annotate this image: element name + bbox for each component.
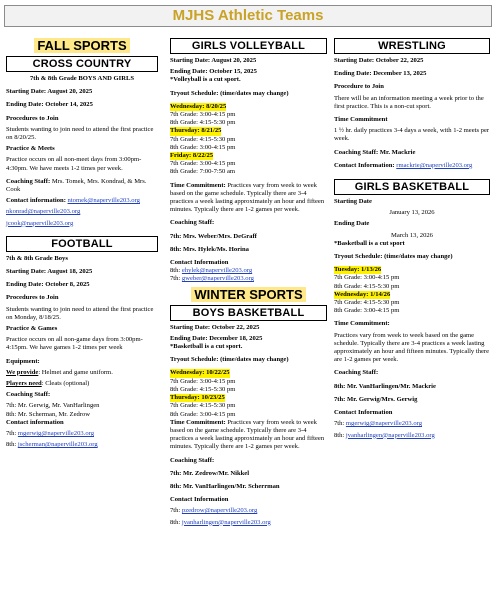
contact-link[interactable]: nkonrad@naperville203.org	[6, 208, 81, 216]
contact-link[interactable]: ehylek@naperville203.org	[181, 267, 253, 275]
football-grade: 7th & 8th Grade Boys	[6, 254, 68, 262]
volleyball-staff-label: Coaching Staff:	[170, 219, 215, 227]
cross-country-procedures-text: Students wanting to join need to attend the first practice on 8/20/25.	[6, 125, 154, 142]
football-practice-label: Practice & Games	[6, 325, 58, 333]
boys-basketball-commitment: Time Commitment: Practices vary from week to week based on the game schedule. Typically there are 3-4 practices a week lasting approximately an hour and fifteen minutes. Typically there are 1-2 games per week.	[170, 418, 325, 451]
volleyball-start: Starting Date: August 20, 2025	[170, 57, 257, 64]
football-contact-label: Contact information	[6, 418, 64, 426]
column-left: FALL SPORTS CROSS COUNTRY 7th & 8th Grade BOYS AND GIRLS Starting Date: August 20, 2025 Ending Date: October 14, 2025 Procedures to Join Students wanting to join need to attend the first practice on 8/20/25. Practice & Meets Practice occurs on all non-meet days from 3:00pm-4:30pm. We have meets 1-2 times per week. Coaching Staff: Mrs. Tomek, Mrs. Kondrad, & Mrs. Cook Contact information: ntomek@naperville203.org nkonrad@naperville203.org jcook@naperville203.org FOOTBALL 7th & 8th Grade Boys Starting Date: August 18, 2025 Ending Date: October 8, 2025 Procedures to Join Students wanting to join need to attend the first practice on Monday, 8/18/25. Practice & Games Practice occurs on all non-game days from 3:00pm-4:15pm. We have games 1-2 times per week Equipment: We provide: Helmet and game uniform. Players need: Cleats (optional) Coaching Staff: 7th: Mr. Gerwig, Mr. VanHarlingen 8th: Mr. Scherman, Mr. Zedrow Contact information 7th: mgerwig@naperville203.org 8th: jscherman@naperville203.org	[6, 38, 158, 450]
volleyball-commitment: Time Commitment: Practices vary from week to week based on the game schedule. Typically there are 3-4 practices a week lasting approximately an hour and fifteen minutes. Typically there are 1-2 games per week.	[170, 181, 325, 214]
contact-link[interactable]: mgerwig@naperville203.org	[345, 420, 422, 428]
girls-basketball-commitment-label: Time Commitment:	[334, 320, 390, 328]
cross-country-end: Ending Date: October 14, 2025	[6, 101, 93, 109]
boys-basketball-day1-7: 7th Grade: 3:00-4:15 pm	[170, 377, 236, 385]
wrestling-end: Ending Date: December 13, 2025	[334, 70, 427, 78]
boys-basketball-staff-7: 7th: Mr. Zedrow/Mr. Nikkel	[170, 469, 250, 477]
wrestling-title: WRESTLING	[334, 38, 490, 54]
football-end: Ending Date: October 8, 2025	[6, 281, 90, 289]
contact-link[interactable]: jvanharlingen@naperville203.org	[181, 518, 271, 526]
wrestling-procedure-label: Procedure to Join	[334, 83, 384, 91]
cross-country-contact: Contact information: ntomek@naperville203.org	[6, 197, 140, 205]
girls-basketball-day2: Wednesday: 1/14/26	[334, 290, 391, 298]
volleyball-contact-label: Contact Information	[170, 259, 229, 267]
girls-basketball-day1-8: 8th Grade: 4:15-5:30 pm	[334, 282, 400, 290]
volleyball-title: GIRLS VOLLEYBALL	[170, 38, 327, 54]
contact-link[interactable]: jcook@naperville203.org	[6, 219, 74, 227]
football-equipment-label: Equipment:	[6, 357, 40, 365]
cross-country-start: Starting Date: August 20, 2025	[6, 88, 93, 96]
cross-country-practice-text: Practice occurs on all non-meet days from 3:00pm-4:30pm. We have meets 1-2 times per week.	[6, 156, 142, 172]
contact-link[interactable]: gweber@naperville203.org	[181, 275, 254, 283]
boys-basketball-tryout-label: Tryout Schedule: (time/dates may change)	[170, 356, 289, 364]
boys-basketball-start: Starting Date: October 22, 2025	[170, 323, 260, 331]
football-staff-label: Coaching Staff:	[6, 391, 51, 399]
cross-country-staff: Coaching Staff: Mrs. Tomek, Mrs. Kondrad, & Mrs. Cook	[6, 177, 147, 194]
boys-basketball-staff-label: Coaching Staff:	[170, 456, 215, 464]
boys-basketball-day2-8: 8th Grade: 3:00-4:15 pm	[170, 410, 236, 418]
football-players-need: Players need: Cleats (optional)	[6, 380, 90, 388]
volleyball-day1-8: 8th Grade: 4:15-5:30 pm	[170, 119, 236, 127]
football-procedures-text: Students wanting to join need to attend the first practice on Monday, 8/18/25.	[6, 305, 154, 321]
wrestling-start: Starting Date: October 22, 2025	[334, 57, 424, 64]
volleyball-day3: Friday: 8/22/25	[170, 152, 214, 160]
volleyball-day1-7: 7th Grade: 3:00-4:15 pm	[170, 111, 236, 119]
contact-link[interactable]: jscherman@naperville203.org	[17, 441, 98, 449]
girls-basketball-staff-label: Coaching Staff:	[334, 369, 379, 377]
girls-basketball-day2-7: 7th Grade: 4:15-5:30 pm	[334, 299, 400, 307]
football-start: Starting Date: August 18, 2025	[6, 268, 93, 276]
football-we-provide: We provide: Helmet and game uniform.	[6, 368, 113, 376]
wrestling-contact: Contact Information: rmackrie@naperville203.org	[334, 161, 473, 169]
girls-basketball-day1-7: 7th Grade: 3:00-4:15 pm	[334, 274, 400, 282]
girls-basketball-tryout-label: Tryout Schedule: (time/dates may change)	[334, 253, 453, 261]
girls-basketball-cut: *Basketball is a cut sport	[334, 239, 405, 247]
girls-basketball-end-label: Ending Date	[334, 220, 370, 228]
girls-basketball-end-date: March 13, 2026	[391, 231, 433, 239]
boys-basketball-day1: Wednesday: 10/22/25	[170, 369, 230, 377]
football-procedures-label: Procedures to Join	[6, 294, 59, 302]
cross-country-practice-label: Practice & Meets	[6, 145, 55, 153]
volleyball-day3-8: 8th Grade: 7:00-7:50 am	[170, 168, 236, 176]
girls-basketball-staff-7: 7th: Mr. Gerwig/Mrs. Gerwig	[334, 395, 418, 403]
girls-basketball-commitment-text: Practices vary from week to week based on the game schedule. Typically there are 3-4 practices a week lasting approximately an hour and fifteen minutes. Typically there are 1-2 games per week.	[334, 331, 490, 364]
boys-basketball-end: Ending Date: December 18, 2025	[170, 334, 263, 342]
volleyball-day2: Thursday: 8/21/25	[170, 127, 222, 135]
contact-link[interactable]: jvanharlingen@naperville203.org	[345, 431, 435, 439]
volleyball-day2-8: 8th Grade: 3:00-4:15 pm	[170, 143, 236, 151]
cross-country-procedures-label: Procedures to Join	[6, 114, 59, 122]
boys-basketball-staff-8: 8th: Mr. VanHarlingen/Mr. Scherrman	[170, 482, 280, 490]
volleyball-end: Ending Date: October 15, 2025	[170, 68, 257, 76]
boys-basketball-day2-7: 7th Grade: 4:15-5:30 pm	[170, 402, 236, 410]
girls-basketball-staff-8: 8th: Mr. VanHarlingen/Mr. Mackrie	[334, 382, 436, 390]
volleyball-cut: *Volleyball is a cut sport.	[170, 76, 241, 84]
cross-country-title: CROSS COUNTRY	[6, 56, 158, 72]
boys-basketball-contact-label: Contact Information	[170, 496, 229, 504]
boys-basketball-day1-8: 8th Grade: 4:15-5:30 pm	[170, 385, 236, 393]
contact-link[interactable]: pzedrow@naperville203.org	[181, 507, 258, 515]
volleyball-day1: Wednesday: 8/20/25	[170, 102, 227, 110]
girls-basketball-day1: Tuesday: 1/13/26	[334, 266, 382, 274]
wrestling-procedure-text: There will be an information meeting a week prior to the first practice. This is a non-cut sport.	[334, 94, 484, 110]
page-banner: MJHS Athletic Teams	[4, 5, 492, 27]
wrestling-commitment-text: 1 ½ hr. daily practices 3-4 days a week, with 1-2 meets per week.	[334, 127, 490, 143]
football-title: FOOTBALL	[6, 236, 158, 252]
boys-basketball-title: BOYS BASKETBALL	[170, 305, 327, 321]
contact-link[interactable]: ntomek@naperville203.org	[67, 197, 140, 205]
volleyball-staff-7: 7th: Mrs. Weber/Mrs. DeGraff	[170, 232, 257, 240]
winter-sports-heading: WINTER SPORTS	[170, 287, 327, 302]
girls-basketball-contact-label: Contact Information	[334, 409, 393, 417]
column-right: WRESTLING Starting Date: October 22, 2025 Ending Date: December 13, 2025 Procedure to Join There will be an information meeting a week prior to the first practice. This is a non-cut sport. Time Commitment 1 ½ hr. daily practices 3-4 days a week, with 1-2 meets per week. Coaching Staff: Mr. Mackrie Contact Information: rmackrie@naperville203.org GIRLS BASKETBALL Starting Date January 13, 2026 Ending Date March 13, 2026 *Basketball is a cut sport Tryout Schedule: (time/dates may change) Tuesday: 1/13/26 7th Grade: 3:00-4:15 pm 8th Grade: 4:15-5:30 pm Wednesday: 1/14/26 7th Grade: 4:15-5:30 pm 8th Grade: 3:00-4:15 pm Time Commitment: Practices vary from week to week based on the game schedule. Typically there are 3-4 practices a week lasting approximately an hour and fifteen minutes. Typically there are 1-2 games per week. Coaching Staff: 8th: Mr. VanHarlingen/Mr. Mackrie 7th: Mr. Gerwig/Mrs. Gerwig Contact Information 7th: mgerwig@naperville203.org 8th: jvanharlingen@naperville203.org	[334, 40, 490, 439]
volleyball-day2-7: 7th Grade: 4:15-5:30 pm	[170, 135, 236, 143]
girls-basketball-day2-8: 8th Grade: 3:00-4:15 pm	[334, 307, 400, 315]
column-middle: GIRLS VOLLEYBALL Starting Date: August 20, 2025 Ending Date: October 15, 2025 *Volleyball is a cut sport. Tryout Schedule: (time/dates may change) Wednesday: 8/20/25 7th Grade: 3:00-4:15 pm 8th Grade: 4:15-5:30 pm Thursday: 8/21/25 7th Grade: 4:15-5:30 pm 8th Grade: 3:00-4:15 pm Friday: 8/22/25 7th Grade: 3:00-4:15 pm 8th Grade: 7:00-7:50 am Time Commitment: Practices vary from week to week based on the game schedule. Typically there are 3-4 practices a week lasting approximately an hour and fifteen minutes. Typically there are 1-2 games per week. Coaching Staff: 7th: Mrs. Weber/Mrs. DeGraff 8th: Mrs. Hylek/Ms. Horina Contact Information 8th: ehylek@naperville203.org 7th: gweber@naperville203.org WINTER SPORTS BOYS BASKETBALL Starting Date: October 22, 2025 Ending Date: December 18, 2025 *Basketball is a cut sport. Tryout Schedule: (time/dates may change) Wednesday: 10/22/25 7th Grade: 3:00-4:15 pm 8th Grade: 4:15-5:30 pm Thursday: 10/23/25 7th Grade: 4:15-5:30 pm 8th Grade: 3:00-4:15 pm Time Commitment: Practices vary from week to week based on the game schedule. Typically there are 3-4 practices a week lasting approximately an hour and fifteen minutes. Typically there are 1-2 games per week. Coaching Staff: 7th: Mr. Zedrow/Mr. Nikkel 8th: Mr. VanHarlingen/Mr. Scherrman Contact Information 7th: pzedrow@naperville203.org 8th: jvanharlingen@naperville203.org	[170, 38, 327, 527]
football-staff-7: 7th: Mr. Gerwig, Mr. VanHarlingen	[6, 402, 100, 410]
contact-link[interactable]: rmackrie@naperville203.org	[396, 161, 473, 169]
contact-link[interactable]: mgerwig@naperville203.org	[17, 430, 94, 438]
girls-basketball-start-date: January 13, 2026	[389, 209, 435, 217]
boys-basketball-day2: Thursday: 10/23/25	[170, 394, 225, 402]
girls-basketball-title: GIRLS BASKETBALL	[334, 179, 490, 195]
boys-basketball-cut: *Basketball is a cut sport.	[170, 343, 243, 351]
wrestling-staff: Coaching Staff: Mr. Mackrie	[334, 148, 416, 156]
fall-sports-heading: FALL SPORTS	[6, 38, 158, 53]
volleyball-day3-7: 7th Grade: 3:00-4:15 pm	[170, 160, 236, 168]
football-staff-8: 8th: Mr. Scherman, Mr. Zedrow	[6, 410, 91, 418]
cross-country-grade: 7th & 8th Grade BOYS AND GIRLS	[29, 75, 135, 82]
football-practice-text: Practice occurs on all non-game days from 3:00pm-4:15pm. We have games 1-2 times per week	[6, 336, 143, 352]
girls-basketball-start-label: Starting Date	[334, 198, 372, 206]
volleyball-tryout-label: Tryout Schedule: (time/dates may change)	[170, 89, 289, 97]
wrestling-commitment-label: Time Commitment	[334, 116, 388, 124]
volleyball-staff-8: 8th: Mrs. Hylek/Ms. Horina	[170, 245, 249, 253]
